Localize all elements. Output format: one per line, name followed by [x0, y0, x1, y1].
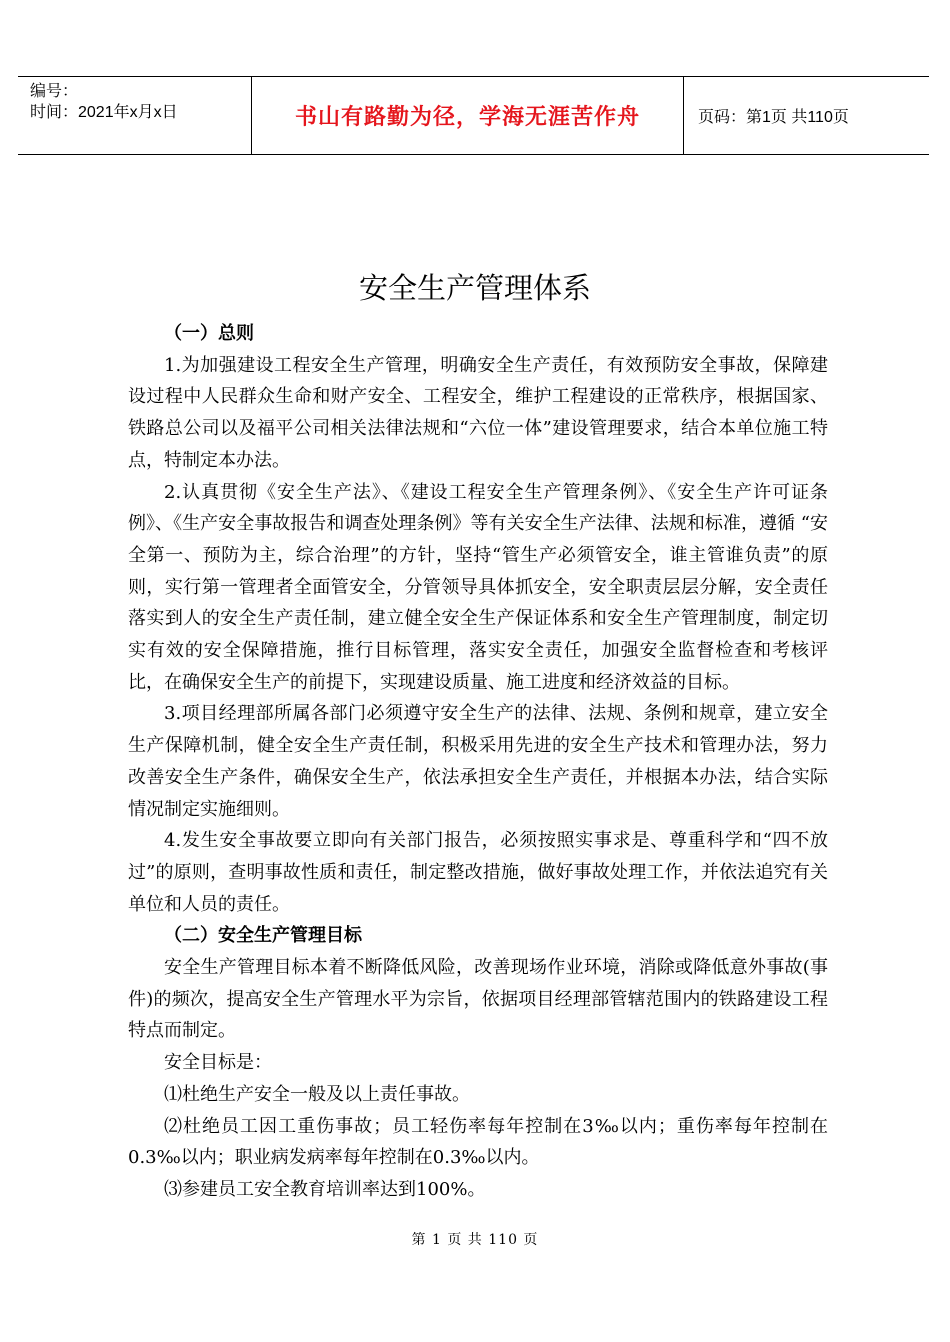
paragraph: 安全目标是：	[164, 1052, 272, 1074]
document-title: 安全生产管理体系	[358, 271, 591, 305]
list-item: ⑴杜绝生产安全一般及以上责任事故。	[164, 1083, 470, 1105]
list-item: ⑶参建员工安全教育培训率达到100%。	[164, 1178, 486, 1200]
paragraph: 2.认真贯彻《安全生产法》、《建设工程安全生产管理条例》、《安全生产许可证条例》、《生产安全事故报告和调查处理条例》等有关安全生产法律、法规和标准，遵循 “安全第一、预防为主，综合治理”的方针，坚持“管生产必须管安全，谁主管谁负责”的原则，实行第一管理者全面管安全，分管领导具体抓安全，安全职责层层分解，安全责任落实到人的安全生产责任制，建立健全安全生产保证体系和安全生产管理制度，制定切实有效的安全保障措施，推行目标管理，落实安全责任，加强安全监督检查和考核评比，在确保安全生产的前提下，实现建设质量、施工进度和经济效益的目标。	[128, 481, 828, 693]
paragraph: 3.项目经理部所属各部门必须遵守安全生产的法律、法规、条例和规章，建立安全生产保障机制，健全安全生产责任制，积极采用先进的安全生产技术和管理办法，努力改善安全生产条件，确保安全生产，依法承担安全生产责任，并根据本办法，结合实际情况制定实施细则。	[128, 703, 828, 820]
header-motto: 书山有路勤为径，学海无涯苦作舟	[251, 77, 683, 154]
section-heading: （一）总则	[164, 323, 254, 344]
document-number-label: 编号：	[30, 83, 79, 100]
page-footer: 第 1 页 共 110 页	[411, 1232, 539, 1248]
document-time-label: 时间：2021年x月x日	[30, 104, 178, 121]
paragraph: 1.为加强建设工程安全生产管理，明确安全生产责任，有效预防安全事故，保障建设过程中人民群众生命和财产安全、工程安全，维护工程建设的正常秩序，根据国家、铁路总公司以及福平公司相关法律法规和“六位一体”建设管理要求，结合本单位施工特点，特制定本办法。	[128, 354, 828, 471]
paragraph: 4.发生安全事故要立即向有关部门报告，必须按照实事求是、尊重科学和“四不放过”的原则，查明事故性质和责任，制定整改措施，做好事故处理工作，并依法追究有关单位和人员的责任。	[128, 830, 828, 915]
list-item: ⑵杜绝员工因工重伤事故；员工轻伤率每年控制在3‰以内；重伤率每年控制在0.3‰以内；职业病发病率每年控制在0.3‰以内。	[128, 1115, 828, 1169]
header-meta	[18, 77, 251, 154]
section-heading: （二）安全生产管理目标	[164, 925, 362, 947]
document-body	[128, 318, 828, 1206]
page-header	[18, 76, 929, 155]
paragraph: 安全生产管理目标本着不断降低风险，改善现场作业环境，消除或降低意外事故(事件)的频次，提高安全生产管理水平为宗旨，依据项目经理部管辖范围内的铁路建设工程特点而制定。	[128, 957, 828, 1042]
header-page-info: 页码：第1页 共110页	[683, 77, 929, 154]
